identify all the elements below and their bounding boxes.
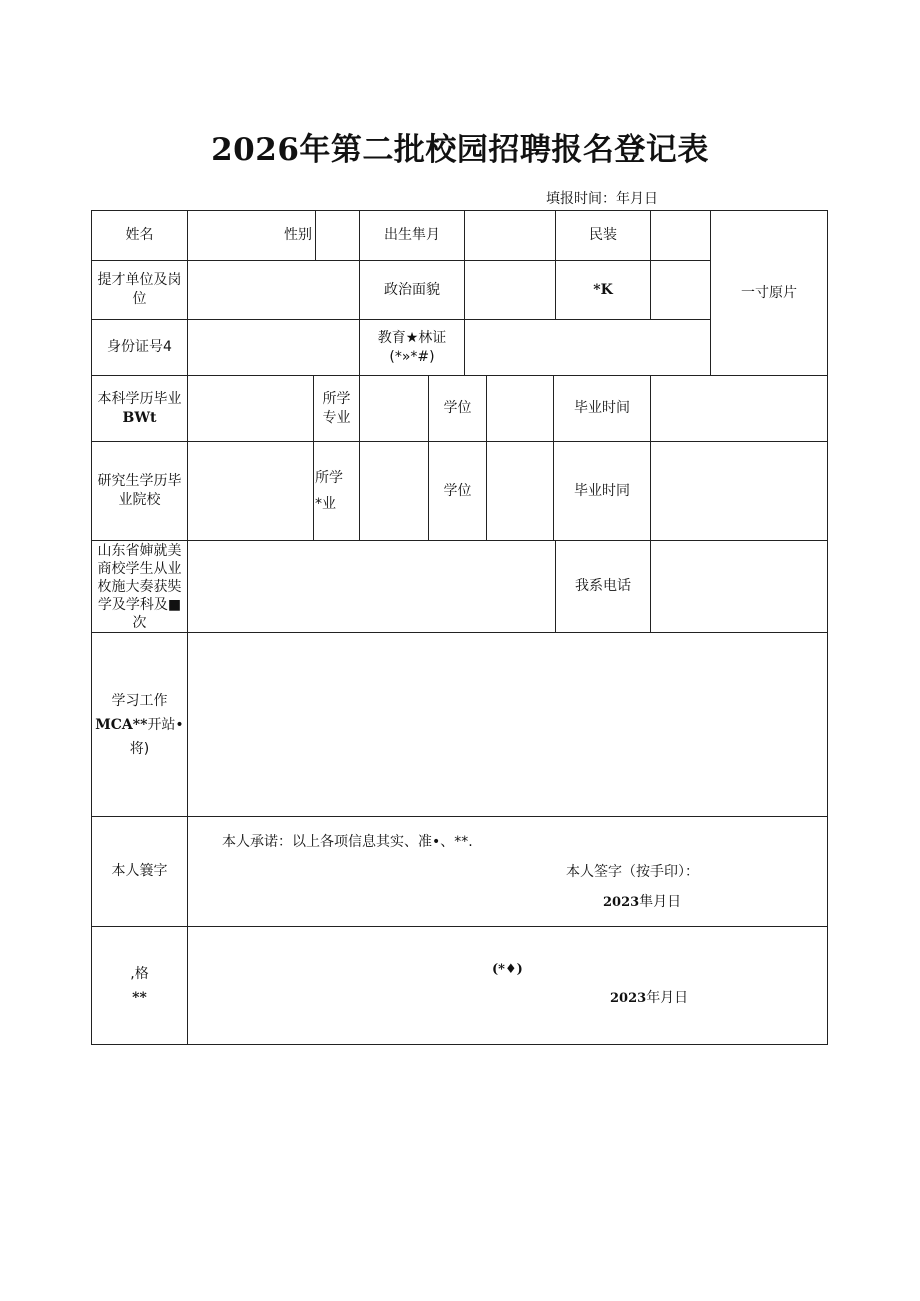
- experience-line2-rest: 开站•: [147, 716, 184, 733]
- label-signature: 本人簔字: [111, 863, 168, 879]
- label-name: 姓名: [125, 227, 154, 243]
- label-postgrad-major: [314, 442, 359, 540]
- awards-line1: 山东省婶就美: [97, 542, 182, 559]
- signature-date-rest: 隼月日: [639, 894, 682, 910]
- teacher-cert-line2: (*»*#): [389, 348, 435, 365]
- undergrad-major-line1: 所学: [322, 390, 351, 407]
- id-number-value[interactable]: [188, 320, 359, 375]
- experience-line2-bold: MCA**: [95, 716, 148, 733]
- review-date-year: 2023: [610, 991, 647, 1006]
- birth-date-value[interactable]: [465, 211, 555, 260]
- postgrad-school-value[interactable]: [188, 442, 313, 540]
- form-title: 2026年第二批校园招聘报名登记表: [211, 132, 709, 168]
- label-political-status: 政治面貌: [384, 281, 440, 298]
- awards-line5: 次: [132, 614, 147, 631]
- phone-value[interactable]: [651, 541, 827, 632]
- experience-line3: 将): [129, 740, 150, 757]
- awards-line2: 商校学生从业: [97, 560, 182, 577]
- label-experience: [92, 633, 187, 816]
- label-gender: 性别: [284, 227, 312, 243]
- label-undergrad-school: [92, 376, 187, 441]
- awards-value[interactable]: [188, 541, 555, 632]
- label-birth-date: 出生隼月: [384, 227, 440, 243]
- undergrad-line1: 本科学历毕业: [97, 390, 182, 407]
- label-phone: 我系电话: [575, 578, 631, 594]
- postgrad-degree-value[interactable]: [487, 442, 553, 540]
- fill-time: 填报时间：年月日: [546, 191, 658, 207]
- label-undergrad-grad-time: 毕业时间: [574, 400, 630, 416]
- undergrad-major-line2: 专业: [322, 409, 351, 426]
- postgrad-grad-time-value[interactable]: [651, 442, 827, 540]
- review-date: [610, 987, 688, 1007]
- sign-label: 本人筌字（按手印）：: [566, 864, 699, 880]
- label-undergrad-major: [314, 376, 359, 441]
- gender-value[interactable]: [316, 211, 359, 260]
- undergrad-degree-value[interactable]: [487, 376, 553, 441]
- postgrad-major-value[interactable]: [360, 442, 428, 540]
- label-postgrad-grad-time: 毕业时同: [574, 482, 630, 499]
- label-postgrad-school: [92, 442, 187, 540]
- political-status-value[interactable]: [465, 261, 555, 319]
- awards-line3: 枚施大奏获奘: [97, 578, 182, 595]
- review-area[interactable]: [188, 927, 827, 1044]
- label-mark: *K: [593, 281, 613, 298]
- label-undergrad-degree: 学位: [443, 400, 472, 416]
- mark-value[interactable]: [651, 261, 710, 319]
- postgrad-major-line1: 所学: [315, 470, 343, 486]
- undergrad-major-value[interactable]: [360, 376, 428, 441]
- label-id-number: 身份证号4: [107, 339, 172, 355]
- label-unit-position: 提才单位及岗位: [97, 272, 182, 307]
- review-line2: **: [132, 989, 147, 1006]
- review-line1: ,格: [130, 965, 149, 982]
- review-date-rest: 年月日: [646, 990, 689, 1006]
- photo-placeholder[interactable]: 一寸原片: [741, 284, 797, 301]
- label-awards: [92, 541, 187, 632]
- awards-line4: 学及学科及■: [97, 596, 182, 613]
- signature-date-year: 2023: [603, 895, 640, 910]
- experience-line2: [95, 713, 183, 737]
- label-postgrad-degree: 学位: [443, 482, 472, 499]
- experience-line1: 学习工作: [111, 692, 168, 709]
- seal-mark: (*♦): [492, 962, 523, 977]
- postgrad-line1: 研究生学历毕: [97, 473, 182, 489]
- experience-value[interactable]: [188, 633, 827, 816]
- signature-date: [603, 891, 681, 911]
- label-ethnicity: 民装: [589, 227, 617, 243]
- postgrad-major-line2: *业: [315, 496, 336, 512]
- ethnicity-value[interactable]: [651, 211, 710, 260]
- postgrad-line2: 业院校: [118, 492, 161, 508]
- undergrad-grad-time-value[interactable]: [651, 376, 827, 441]
- unit-position-value[interactable]: [188, 261, 359, 319]
- teacher-cert-line1: 教育★林证: [377, 329, 447, 346]
- label-teacher-certificate: [360, 320, 464, 375]
- teacher-certificate-value[interactable]: [465, 320, 710, 375]
- pledge-text: 本人承诺：以上各项信息其实、准•、**.: [222, 834, 473, 850]
- label-review: [92, 927, 187, 1044]
- undergrad-school-value[interactable]: [188, 376, 313, 441]
- undergrad-line2: BWt: [122, 409, 157, 426]
